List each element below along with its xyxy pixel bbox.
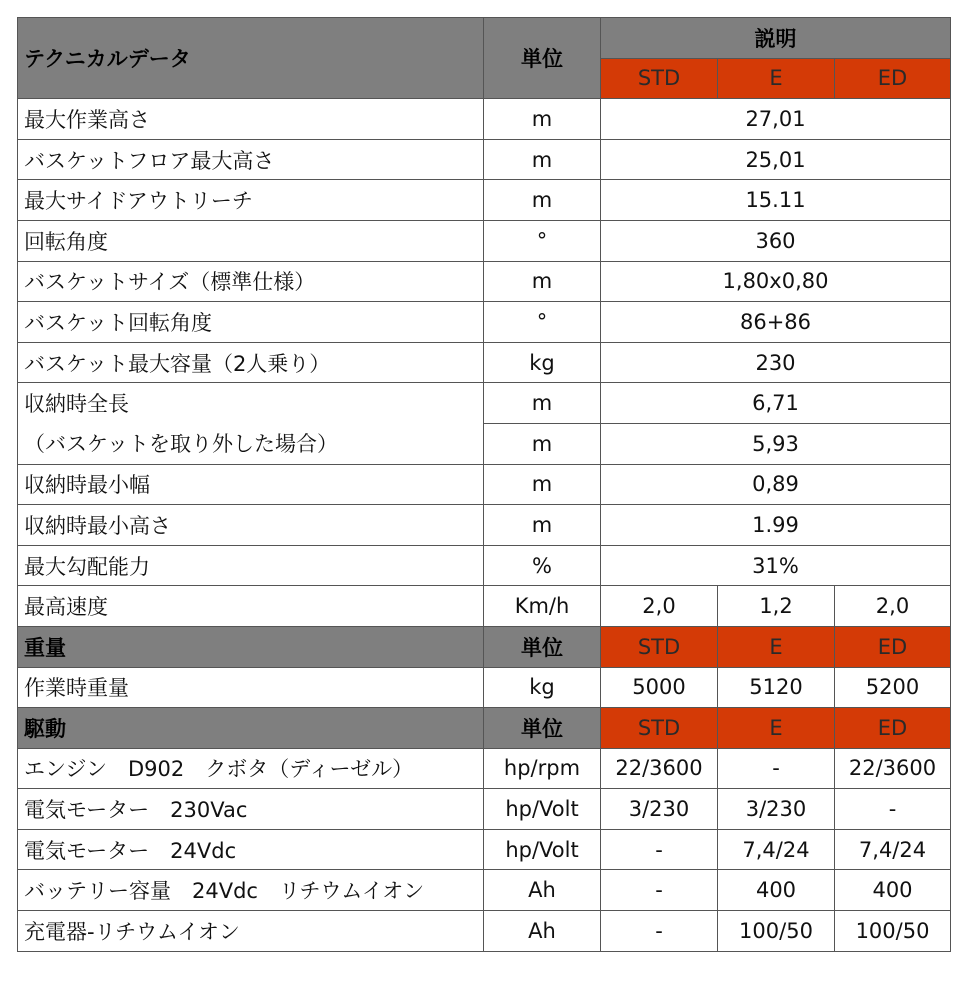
row-value: 5,93 [601,423,951,464]
row-label: 最大勾配能力 [18,545,484,586]
table-row [18,870,951,911]
row-label: 収納時全長 [18,383,484,424]
row-value: 100/50 [718,911,835,952]
row-value: 2,0 [835,586,951,627]
table-row [18,789,951,830]
row-unit: kg [484,342,601,383]
weight-unit-header: 単位 [484,626,601,667]
variant-std: STD [601,58,718,99]
spec-table [17,17,951,952]
table-row [18,423,951,464]
row-value: 230 [601,342,951,383]
table-row [18,99,951,140]
row-value: 5200 [835,667,951,708]
row-label: 回転角度 [18,220,484,261]
table-row [18,139,951,180]
row-value: 27,01 [601,99,951,140]
tech-unit-header: 単位 [484,18,601,99]
row-value: 3/230 [718,789,835,830]
row-value: 7,4/24 [718,829,835,870]
row-unit: m [484,464,601,505]
table-row [18,464,951,505]
row-value: 86+86 [601,302,951,343]
row-value: 1,80x0,80 [601,261,951,302]
row-unit: Ah [484,870,601,911]
weight-header-row [18,626,951,667]
row-value: 5120 [718,667,835,708]
row-unit: kg [484,667,601,708]
row-value: 3/230 [601,789,718,830]
row-label: 電気モーター 24Vdc [18,829,484,870]
row-value: 2,0 [601,586,718,627]
row-label: （バスケットを取り外した場合） [18,423,484,464]
row-unit: % [484,545,601,586]
row-value: 7,4/24 [835,829,951,870]
table-row [18,261,951,302]
variant-std: STD [601,626,718,667]
row-value: 1,2 [718,586,835,627]
row-label: 充電器-リチウムイオン [18,911,484,952]
row-label: バスケットサイズ（標準仕様） [18,261,484,302]
row-label: バッテリー容量 24Vdc リチウムイオン [18,870,484,911]
row-unit: m [484,139,601,180]
variant-ed: ED [835,708,951,749]
row-label: エンジン D902 クボタ（ディーゼル） [18,748,484,789]
row-label: バスケット最大容量（2人乗り） [18,342,484,383]
row-unit: m [484,423,601,464]
tech-desc-header: 説明 [601,18,951,59]
row-unit: hp/rpm [484,748,601,789]
row-unit: m [484,505,601,546]
table-row [18,342,951,383]
variant-e: E [718,708,835,749]
row-value: 22/3600 [601,748,718,789]
row-value: 0,89 [601,464,951,505]
table-row [18,180,951,221]
variant-e: E [718,58,835,99]
row-label: 収納時最小高さ [18,505,484,546]
table-row [18,545,951,586]
table-row [18,220,951,261]
row-label: 作業時重量 [18,667,484,708]
row-value: - [835,789,951,830]
drive-header-row [18,708,951,749]
row-unit: Km/h [484,586,601,627]
tech-header-row [18,18,951,59]
row-value: 5000 [601,667,718,708]
row-value: - [601,870,718,911]
row-label: 収納時最小幅 [18,464,484,505]
variant-ed: ED [835,58,951,99]
row-unit: ° [484,302,601,343]
row-value: - [601,911,718,952]
variant-e: E [718,626,835,667]
drive-unit-header: 単位 [484,708,601,749]
drive-title: 駆動 [18,708,484,749]
row-value: - [718,748,835,789]
row-value: 6,71 [601,383,951,424]
row-unit: ° [484,220,601,261]
tech-title: テクニカルデータ [18,18,484,99]
row-value: 31% [601,545,951,586]
table-row [18,505,951,546]
row-unit: m [484,261,601,302]
row-unit: m [484,383,601,424]
row-label: 最大サイドアウトリーチ [18,180,484,221]
row-unit: m [484,99,601,140]
row-value: 1.99 [601,505,951,546]
row-label: 最高速度 [18,586,484,627]
table-row [18,302,951,343]
row-value: 400 [718,870,835,911]
row-value: 360 [601,220,951,261]
row-value: 100/50 [835,911,951,952]
row-unit: hp/Volt [484,829,601,870]
table-row [18,748,951,789]
table-row [18,586,951,627]
row-label: バスケット回転角度 [18,302,484,343]
row-unit: m [484,180,601,221]
variant-ed: ED [835,626,951,667]
row-value: 400 [835,870,951,911]
row-value: 22/3600 [835,748,951,789]
table-row [18,383,951,424]
row-value: 25,01 [601,139,951,180]
row-value: 15.11 [601,180,951,221]
row-label: 最大作業高さ [18,99,484,140]
row-unit: hp/Volt [484,789,601,830]
variant-std: STD [601,708,718,749]
row-value: - [601,829,718,870]
row-label: バスケットフロア最大高さ [18,139,484,180]
table-row [18,911,951,952]
table-row [18,829,951,870]
row-unit: Ah [484,911,601,952]
row-label: 電気モーター 230Vac [18,789,484,830]
weight-title: 重量 [18,626,484,667]
table-row [18,667,951,708]
